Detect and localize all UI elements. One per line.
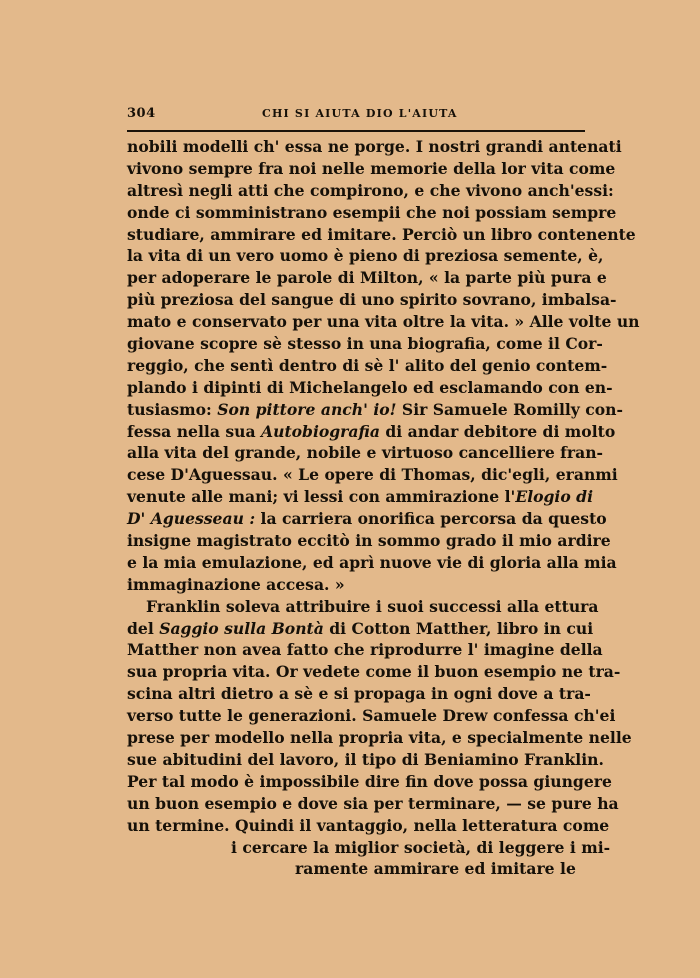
italic-title: Son pittore anch' io!	[217, 399, 397, 419]
text-run: onde ci somministrano esempii che noi possiam sempre	[127, 202, 617, 222]
text-run: mato e conservato per una vita oltre la vita. » Alle volte un	[127, 312, 640, 332]
text-run: ramente ammirare ed imitare le	[295, 859, 576, 879]
text-run: altresì negli atti che compirono, e che vivono anch'essi:	[127, 180, 614, 200]
text-line	[127, 486, 594, 508]
text-line	[127, 618, 594, 640]
text-run: del	[127, 618, 160, 638]
text-line	[127, 793, 619, 815]
running-title: CHI SI AIUTA DIO L'AIUTA	[262, 107, 458, 120]
text-line	[127, 180, 614, 202]
text-run: verso tutte le generazioni. Samuele Drew confessa ch'ei	[127, 706, 616, 726]
text-line	[127, 202, 617, 224]
text-line	[127, 136, 622, 158]
text-run: Franklin soleva attribuire i suoi successi alla ettura	[146, 596, 599, 616]
text-line	[127, 661, 621, 683]
text-run: nobili modelli ch' essa ne porge. I nostri grandi antenati	[127, 137, 622, 156]
text-line	[127, 224, 636, 246]
italic-title: Elogio di	[515, 487, 594, 507]
text-line	[127, 377, 613, 399]
text-run: tusiasmo:	[127, 399, 218, 419]
text-run: un termine. Quindi il vantaggio, nella letteratura come	[127, 815, 610, 835]
text-line	[127, 158, 616, 180]
text-line	[127, 749, 604, 771]
text-run: per adoperare le parole di Milton, « la parte più pura e	[127, 268, 607, 288]
body-text	[127, 136, 640, 880]
page-header	[127, 106, 585, 124]
header-rule	[127, 130, 585, 132]
text-line	[127, 421, 616, 443]
text-line	[127, 639, 603, 661]
text-run: prese per modello nella propria vita, e specialmente nelle	[127, 728, 632, 748]
text-run: alla vita del grande, nobile e virtuoso cancelliere fran-	[127, 443, 604, 463]
text-run: un buon esempio e dove sia per terminare, — se pure ha	[127, 793, 619, 813]
text-run: la vita di un vero uomo è pieno di preziosa semente, è,	[127, 246, 604, 266]
text-line	[127, 333, 603, 355]
text-line	[127, 399, 623, 421]
text-line	[127, 552, 617, 574]
text-run: venute alle mani; vi lessi con ammirazione l'	[127, 487, 516, 507]
text-run: di andar debitore di molto	[379, 421, 616, 441]
text-line	[127, 355, 608, 377]
text-run: insigne magistrato eccitò in sommo grado il mio ardire	[127, 531, 611, 551]
text-line	[127, 705, 616, 727]
text-line	[127, 858, 585, 880]
text-run: sue abitudini del lavoro, il tipo di Beniamino Franklin.	[127, 749, 604, 769]
text-run: e la mia emulazione, ed aprì nuove vie di gloria alla mia	[127, 552, 617, 572]
text-line	[127, 530, 611, 552]
text-line	[127, 245, 604, 267]
italic-title: D' Aguesseau :	[127, 509, 256, 529]
text-line	[127, 815, 610, 837]
text-run: di Cotton Matther, libro in cui	[323, 618, 594, 638]
text-line	[127, 574, 585, 596]
text-run: Per tal modo è impossibile dire fin dove possa giungere	[127, 771, 612, 791]
text-run: la carriera onorifica percorsa da questo	[255, 509, 607, 529]
text-run: più preziosa del sangue di uno spirito sovrano, imbalsa-	[127, 290, 617, 310]
text-line	[127, 596, 599, 618]
text-line	[127, 771, 612, 793]
text-line	[127, 442, 604, 464]
text-run: studiare, ammirare ed imitare. Perciò un libro contenente	[127, 224, 636, 244]
text-run: scina altri dietro a sè e si propaga in ogni dove a tra-	[127, 684, 591, 704]
text-run: immaginazione accesa. »	[127, 574, 345, 594]
text-line	[127, 464, 618, 486]
text-run: Sir Samuele Romilly con-	[396, 399, 623, 419]
text-run: reggio, che sentì dentro di sè l' alito del genio contem-	[127, 355, 608, 375]
text-line	[127, 289, 617, 311]
italic-title: Autobiografia	[261, 421, 380, 441]
text-run: giovane scopre sè stesso in una biografia, come il Cor-	[127, 334, 603, 354]
text-run: vivono sempre fra noi nelle memorie della lor vita come	[127, 158, 616, 178]
text-run: sua propria vita. Or vedete come il buon esempio ne tra-	[127, 662, 621, 682]
page-number: 304	[127, 106, 156, 121]
text-line	[127, 311, 640, 333]
text-line	[127, 727, 632, 749]
text-run: fessa nella sua	[127, 421, 262, 441]
text-line	[127, 837, 611, 859]
text-line	[127, 683, 591, 705]
italic-title: Saggio sulla Bontà	[159, 618, 324, 638]
text-line	[127, 508, 607, 530]
text-run: plando i dipinti di Michelangelo ed esclamando con en-	[127, 377, 613, 397]
text-run: Matther non avea fatto che riprodurre l' imagine della	[127, 640, 603, 660]
text-line	[127, 267, 607, 289]
text-run: i cercare la miglior società, di leggere i mi-	[231, 837, 611, 857]
text-run: cese D'Aguessau. « Le opere di Thomas, dic'egli, eranmi	[127, 465, 618, 485]
